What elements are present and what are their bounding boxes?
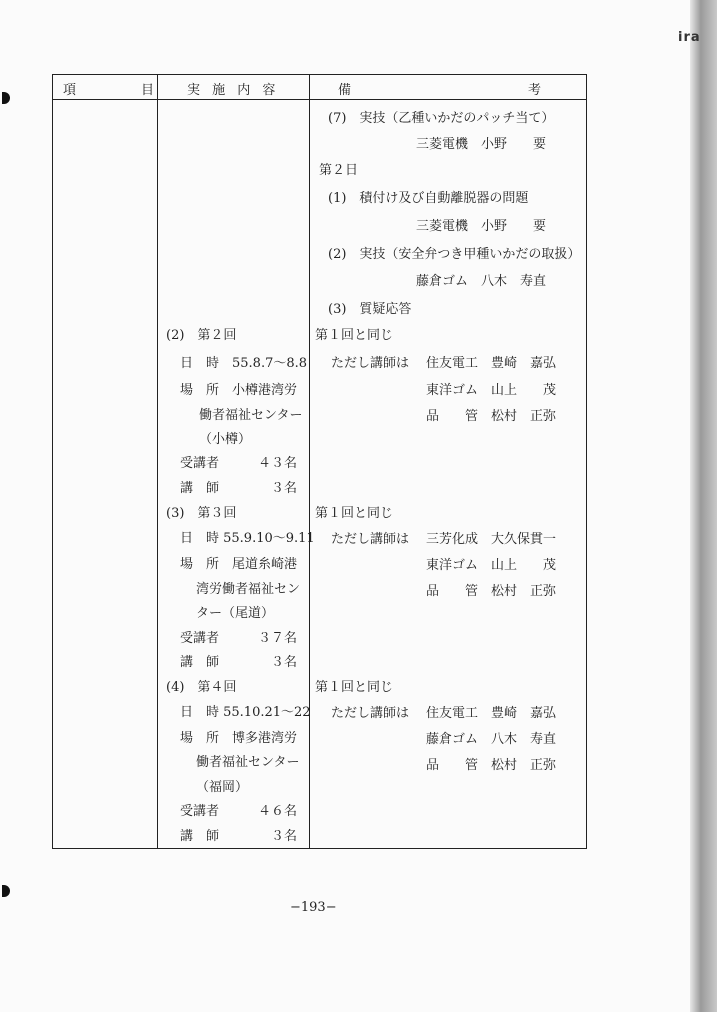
session2-lecturer: 品 管 松村 正弥 bbox=[426, 409, 557, 424]
header-item-a: 項 bbox=[63, 83, 77, 98]
corner-mark-text: ira bbox=[678, 30, 701, 45]
session4-place: 場 所 博多港湾労 bbox=[180, 731, 298, 746]
header-remarks-a: 備 bbox=[338, 83, 352, 98]
binder-hole bbox=[2, 885, 10, 897]
remark-day2: 第２日 bbox=[319, 163, 359, 178]
remark-item2-teacher: 藤倉ゴム 八木 寿直 bbox=[416, 274, 547, 289]
session3-date: 日 時 55.9.10〜9.11 bbox=[180, 531, 315, 546]
binder-hole bbox=[2, 92, 10, 104]
session4-place-line3: （福岡） bbox=[196, 780, 249, 795]
session3-remark: 第１回と同じ bbox=[315, 506, 394, 521]
remark-item1: (1) 積付け及び自動離脱器の問題 bbox=[328, 191, 529, 206]
remark-item1-teacher: 三菱電機 小野 要 bbox=[416, 219, 547, 234]
session4-attendees: 受講者 ４６名 bbox=[180, 804, 298, 819]
session2-date: 日 時 55.8.7〜8.8 bbox=[180, 356, 308, 371]
session4-lecturer: 住友電工 豊崎 嘉弘 bbox=[426, 706, 557, 721]
session3-place: 場 所 尾道糸崎港 bbox=[180, 557, 298, 572]
session4-remark: 第１回と同じ bbox=[315, 680, 394, 695]
header-item-b: 目 bbox=[141, 83, 155, 98]
session4-place-line2: 働者福祉センター bbox=[196, 755, 300, 770]
header-remarks-b: 考 bbox=[528, 83, 542, 98]
session4-lecturers-label: ただし講師は bbox=[331, 706, 410, 721]
session2-lecturers-label: ただし講師は bbox=[331, 356, 410, 371]
session3-place-line3: ター（尾道） bbox=[196, 606, 275, 621]
corner-mark bbox=[678, 30, 701, 45]
session2-remark: 第１回と同じ bbox=[315, 328, 394, 343]
page-edge bbox=[690, 0, 717, 1012]
session3-place-line2: 湾労働者福祉セン bbox=[196, 582, 301, 597]
session4-title: (4) 第４回 bbox=[166, 680, 237, 695]
session3-lecturer: 品 管 松村 正弥 bbox=[426, 584, 557, 599]
remark-item3: (3) 質疑応答 bbox=[328, 302, 412, 317]
session3-lecturers-label: ただし講師は bbox=[331, 532, 410, 547]
session3-lecturer: 三芳化成 大久保貫一 bbox=[426, 532, 557, 547]
session4-lecturer: 藤倉ゴム 八木 寿直 bbox=[426, 732, 557, 747]
remark-item7: (7) 実技（乙種いかだのパッチ当て） bbox=[328, 111, 555, 126]
session2-place-line3: （小樽） bbox=[199, 432, 252, 447]
session2-lecturer: 住友電工 豊崎 嘉弘 bbox=[426, 356, 557, 371]
session3-instructors: 講 師 ３名 bbox=[180, 655, 298, 670]
session4-instructors: 講 師 ３名 bbox=[180, 829, 298, 844]
session2-place-line2: 働者福祉センター bbox=[199, 408, 303, 423]
session3-lecturer: 東洋ゴム 山上 茂 bbox=[426, 558, 557, 573]
remark-item2: (2) 実技（安全弁つき甲種いかだの取扱） bbox=[328, 247, 581, 262]
session3-title: (3) 第３回 bbox=[166, 506, 237, 521]
header-content: 実 施 内 容 bbox=[187, 83, 280, 98]
session4-date: 日 時 55.10.21〜22 bbox=[180, 705, 311, 720]
session2-place: 場 所 小樽港湾労 bbox=[180, 383, 298, 398]
session2-title: (2) 第２回 bbox=[166, 328, 237, 343]
session2-lecturer: 東洋ゴム 山上 茂 bbox=[426, 383, 557, 398]
remark-item7-teacher: 三菱電機 小野 要 bbox=[416, 137, 547, 152]
page-number: −193− bbox=[290, 900, 337, 915]
activity-table bbox=[52, 74, 587, 849]
session3-attendees: 受講者 ３７名 bbox=[180, 631, 298, 646]
session4-lecturer: 品 管 松村 正弥 bbox=[426, 758, 557, 773]
session2-instructors: 講 師 ３名 bbox=[180, 481, 298, 496]
session2-attendees: 受講者 ４３名 bbox=[180, 456, 298, 471]
